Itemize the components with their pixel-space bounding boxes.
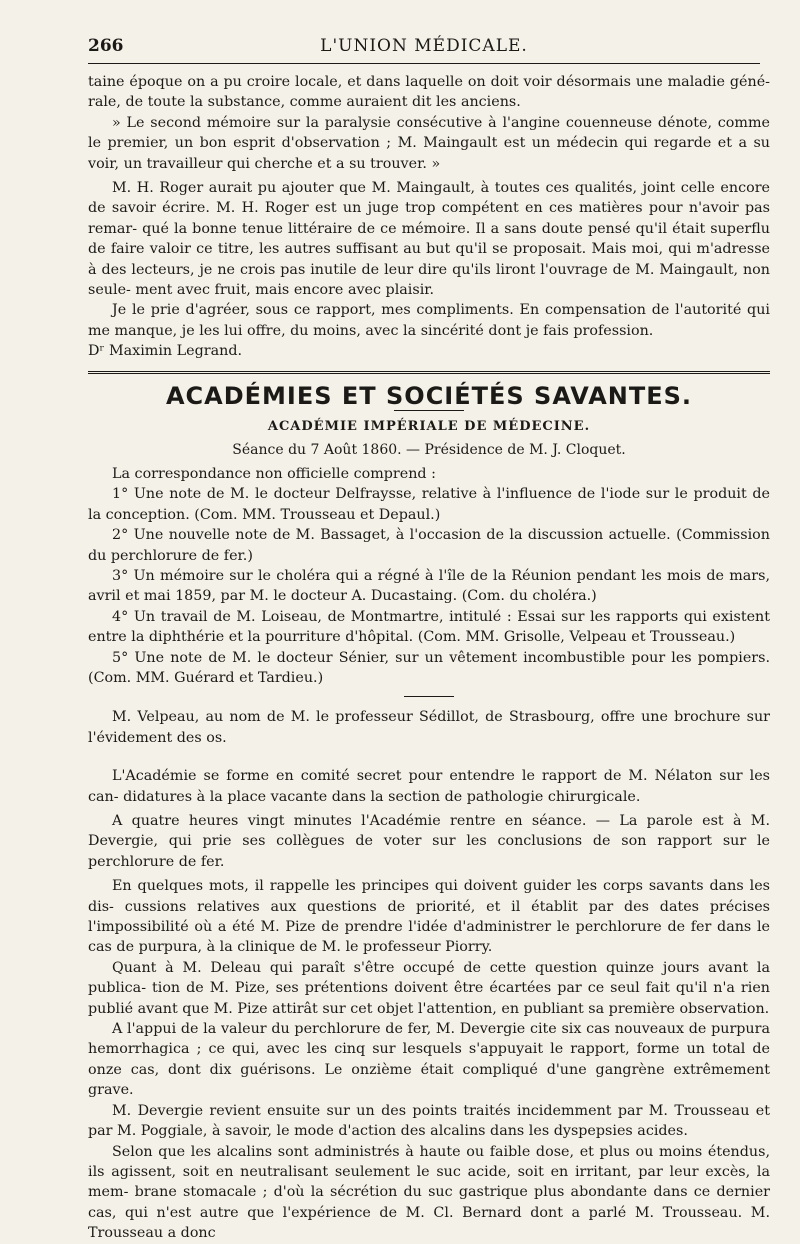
letter-paragraph: M. H. Roger aurait pu ajouter que M. Maingault, à toutes ces qualités, joint celle encore de savoir écrire. M. H. Roger est un juge trop compétent en ces matières pour n'avoir pas remar- qué la bonne tenue littéraire de ce mémoire. Il a sans doute pensé qu'il était superflu de faire valoir ce titre, les autres suffisant au but qu'il se proposait. Mais moi, qui m'adresse à des lecteurs, je ne crois pas inutile de leur dire qu'ils liront l'ouvrage de M. Maingault, non seule- ment avec fruit, mais encore avec plaisir. (88, 180, 770, 299)
proceedings-paragraph: En quelques mots, il rappelle les principes qui doivent guider les corps savants dans les dis- cussions relatives aux questions de priorité, et il établit par des dates précises l'impossibilité où a été M. Pize de prendre l'idée d'administrer le perchlorure de fer dans le cas de purpura, à la clinique de M. le professeur Piorry. (88, 878, 770, 956)
journal-title: L'UNION MÉDICALE. (320, 36, 528, 56)
correspondence-item: 1° Une note de M. le docteur Delfraysse, relative à l'influence de l'iode sur le produit de la conception. (Com. MM. Trousseau et Depaul.) (88, 486, 770, 523)
letter-paragraph: » Le second mémoire sur la paralysie consécutive à l'angine couenneuse dénote, comme le premier, un bon esprit d'observation ; M. Maingault est un médecin qui regarde et a su voir, un travailleur qui cherche et a su trouver. » (88, 114, 770, 172)
title-underline (394, 410, 464, 411)
correspondence-item: 5° Une note de M. le docteur Sénier, sur un vêtement incombustible pour les pompiers. (Com. MM. Guérard et Tardieu.) (88, 649, 770, 686)
correspondence-item: 2° Une nouvelle note de M. Bassaget, à l'occasion de la discussion actuelle. (Commission du perchlorure de fer.) (88, 527, 770, 564)
proceedings-paragraph: M. Velpeau, au nom de M. le professeur Sédillot, de Strasbourg, offre une brochure sur l'évidement des os. (88, 709, 770, 746)
header-rule (88, 63, 760, 64)
section-title: ACADÉMIES ET SOCIÉTÉS SAVANTES. (165, 381, 693, 410)
short-divider (404, 696, 454, 697)
correspondence-item: 3° Un mémoire sur le choléra qui a régné à l'île de la Réunion pendant les mois de mars, avril et mai 1859, par M. le docteur A. Ducastaing. (Com. du choléra.) (88, 567, 770, 605)
letter-paragraph: Je le prie d'agréer, sous ce rapport, mes compliments. En compensation de l'autorité qui me manque, je les lui offre, du moins, avec la sincérité dont je fais profession. (88, 302, 770, 339)
correspondence-intro: La correspondance non officielle comprend : (112, 465, 436, 482)
proceedings-paragraph: A quatre heures vingt minutes l'Académie rentre en séance. — La parole est à M. Devergie, qui prie ses collègues de voter sur les conclusions de son rapport sur le perchlorure de fer. (88, 813, 770, 870)
proceedings-paragraph: Quant à M. Deleau qui paraît s'être occupé de cette question quinze jours avant la publica- tion de M. Pize, ses prétentions doivent être écartées par ce seul fait qu'il n'a rien publié avant que M. Pize attirât sur cet objet l'attention, en publiant sa première observation. (88, 959, 770, 1017)
proceedings-paragraph: A l'appui de la valeur du perchlorure de fer, M. Devergie cite six cas nouveaux de purpura hemorrhagica ; ce qui, avec les cinq sur lesquels s'appuyait le rapport, forme un total de onze cas, dont dix guérisons. Le onzième était compliqué d'une gangrène extrêmement grave. (88, 1021, 770, 1099)
proceedings-paragraph: Selon que les alcalins sont administrés à haute ou faible dose, et plus ou moins étendus, ils agissent, soit en neutralisant seulement le suc acide, soit en irritant, par leur excès, la mem- brane stomacale ; d'où la sécrétion du suc gastrique plus abondante dans ce dernier cas, qui n'est autre que l'expérience de M. Cl. Bernard dont a parlé M. Trousseau. M. Trousseau a donc (88, 1143, 770, 1242)
page-number: 266 (88, 36, 124, 56)
section-divider (88, 371, 770, 374)
academy-title: ACADÉMIE IMPÉRIALE DE MÉDECINE. (267, 419, 591, 435)
session-line: Séance du 7 Août 1860. — Présidence de M. J. Cloquet. (232, 441, 626, 458)
correspondence-item: 4° Un travail de M. Loiseau, de Montmartre, intitulé : Essai sur les rapports qui existent entre la diphthérie et la pourriture d'hôpital. (Com. MM. Grisolle, Velpeau et Trousseau.) (88, 608, 770, 646)
letter-paragraph: taine époque on a pu croire locale, et dans laquelle on doit voir désormais une maladie géné- rale, de toute la substance, comme auraient dit les anciens. (88, 74, 770, 111)
article-body (88, 72, 770, 1244)
letter-signature: Dʳ Maximin Legrand. (88, 343, 243, 360)
page-header (88, 30, 760, 60)
proceedings-paragraph: L'Académie se forme en comité secret pour entendre le rapport de M. Nélaton sur les can- didatures à la place vacante dans la section de pathologie chirurgicale. (88, 768, 770, 805)
proceedings-paragraph: M. Devergie revient ensuite sur un des points traités incidemment par M. Trousseau et par M. Poggiale, à savoir, le mode d'action des alcalins dans les dyspepsies acides. (88, 1102, 770, 1140)
